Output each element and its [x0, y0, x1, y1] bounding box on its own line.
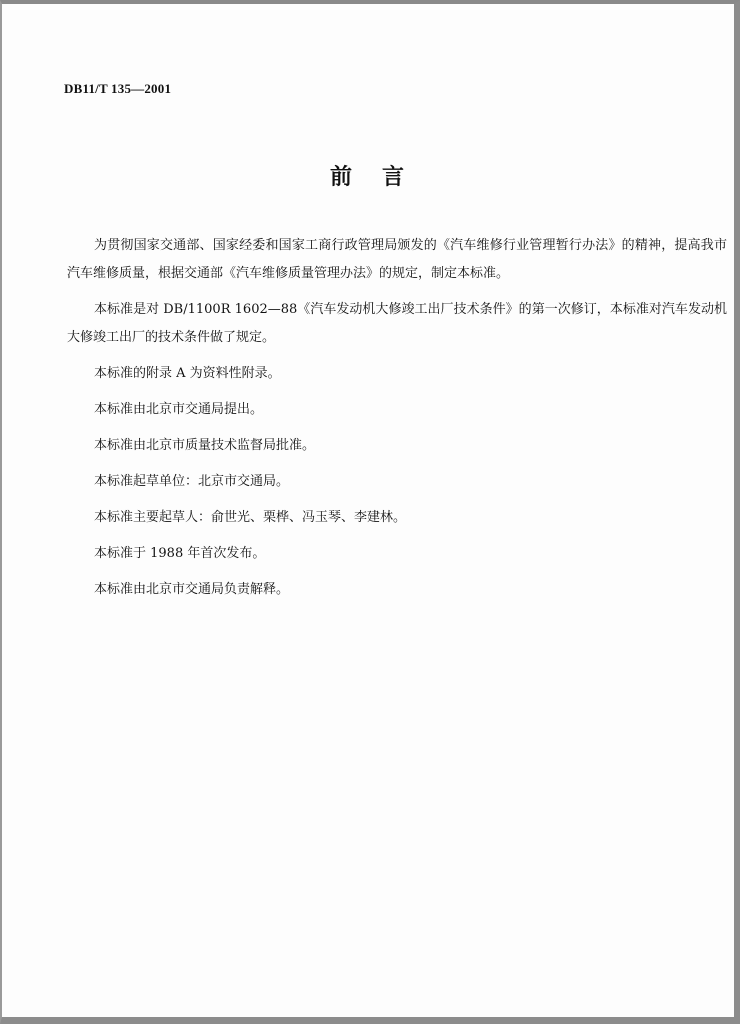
paragraph: 本标准由北京市交通局提出。 [94, 402, 264, 417]
page-title: 前言 [329, 165, 434, 190]
foreword-body [67, 232, 727, 604]
paragraph: 本标准起草单位：北京市交通局。 [94, 474, 290, 489]
paragraph: 本标准由北京市质量技术监督局批准。 [94, 438, 316, 453]
paragraph: 本标准于 1988 年首次发布。 [94, 546, 266, 561]
paragraph: 本标准的附录 A 为资料性附录。 [94, 366, 281, 381]
standard-code: DB11/T 135—2001 [64, 81, 172, 96]
paragraph: 本标准主要起草人：俞世光、栗桦、冯玉琴、李建林。 [94, 510, 407, 525]
paragraph: 本标准由北京市交通局负责解释。 [94, 582, 290, 597]
paragraph: 本标准是对 DB/1100R 1602—88《汽车发动机大修竣工出厂技术条件》的第一次修订，本标准对汽车发动机大修竣工出厂的技术条件做了规定。 [67, 302, 727, 345]
paragraph: 为贯彻国家交通部、国家经委和国家工商行政管理局颁发的《汽车维修行业管理暂行办法》的精神，提高我市汽车维修质量，根据交通部《汽车维修质量管理办法》的规定，制定本标准。 [67, 238, 727, 281]
